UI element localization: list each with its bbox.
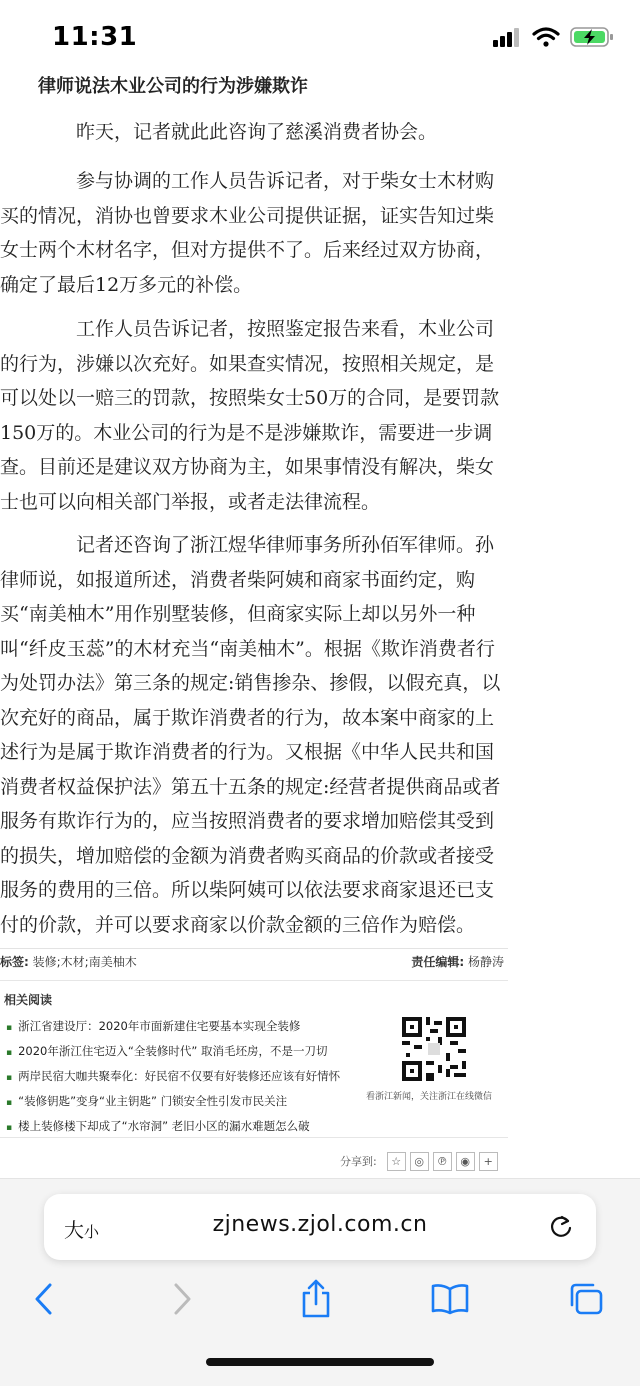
browser-bottom-bar (0, 1178, 640, 1386)
chevron-right-icon (171, 1282, 193, 1316)
forward-button[interactable] (162, 1277, 202, 1321)
tags-list[interactable]: 装修;木材;南美柚木 (32, 955, 137, 969)
plus-icon[interactable]: + (479, 1152, 498, 1171)
tag-line (0, 948, 508, 975)
article-subheading: 律师说法木业公司的行为涉嫌欺诈 (38, 76, 308, 97)
url-text[interactable]: zjnews.zjol.com.cn (212, 1212, 428, 1237)
text-size-button[interactable]: 大小 (64, 1218, 100, 1242)
related-link[interactable]: ▪ 楼上装修楼下却成了“水帘洞” 老旧小区的漏水难题怎么破 (6, 1115, 340, 1140)
share-row (340, 1150, 498, 1172)
related-title: 相关阅读 (4, 993, 53, 1007)
related-reading (0, 980, 508, 1138)
wifi-icon (532, 27, 560, 47)
status-bar (0, 0, 640, 72)
home-indicator (206, 1358, 434, 1366)
share-icon (299, 1279, 333, 1319)
status-time: 11:31 (52, 22, 138, 52)
browser-toolbar (0, 1277, 640, 1327)
book-icon (430, 1283, 470, 1315)
pinterest-icon[interactable]: ℗ (433, 1152, 452, 1171)
wechat-icon[interactable]: ◉ (456, 1152, 475, 1171)
related-link[interactable]: ▪ 浙江省建设厅：2020年市面新建住宅要基本实现全装修 (6, 1015, 340, 1040)
cellular-signal-icon (492, 27, 522, 47)
weibo-icon[interactable]: ◎ (410, 1152, 429, 1171)
chevron-left-icon (33, 1282, 55, 1316)
related-link[interactable]: ▪ 两岸民宿大咖共聚奉化：好民宿不仅要有好装修还应该有好情怀 (6, 1065, 340, 1090)
status-icons (492, 26, 614, 48)
qr-caption: 看浙江新闻，关注浙江在线微信 (366, 1092, 493, 1102)
article-paragraph: 参与协调的工作人员告诉记者，对于柴女士木材购买的情况，消协也曾要求木业公司提供证据，证实告知过柴女士两个木材名字，但对方提供不了。后来经过双方协商，确定了最后12万多元的补偿。 (0, 170, 495, 296)
tabs-button[interactable] (566, 1277, 606, 1321)
address-bar[interactable] (44, 1194, 596, 1260)
back-button[interactable] (24, 1277, 64, 1321)
share-label: 分享到: (340, 1155, 377, 1168)
share-button[interactable] (296, 1277, 336, 1321)
star-icon[interactable]: ☆ (387, 1152, 406, 1171)
related-link[interactable]: ▪ “装修钥匙”变身“业主钥匙” 门锁安全性引发市民关注 (6, 1090, 340, 1115)
related-link[interactable]: ▪ 2020年浙江住宅迈入“全装修时代” 取消毛坯房，不是一刀切 (6, 1040, 340, 1065)
article-paragraph: 工作人员告诉记者，按照鉴定报告来看，木业公司的行为，涉嫌以次充好。如果查实情况，按照相关规定，是可以处以一赔三的罚款，按照柴女士50万的合同，是要罚款150万的。木业公司的行为是不是涉嫌欺诈，需要进一步调查。目前还是建议双方协商为主，如果事情没有解决，柴女士也可以向相关部门举报，或者走法律流程。 (0, 318, 500, 513)
related-list (6, 1015, 340, 1140)
article-paragraph: 昨天，记者就此此咨询了慈溪消费者协会。 (76, 121, 438, 143)
tags-label: 标签: (0, 955, 29, 969)
reload-icon[interactable] (548, 1214, 574, 1240)
qr-code-icon (402, 1017, 466, 1081)
article-paragraph: 记者还咨询了浙江煜华律师事务所孙佰军律师。孙律师说，如报道所述，消费者柴阿姨和商家书面约定，购买“南美柚木”用作别墅装修，但商家实际上却以另外一种叫“纤皮玉蕊”的木材充当“南美柚木”。根据《欺诈消费者行为处罚办法》第三条的规定:销售掺杂、掺假，以假充真，以次充好的商品，属于欺诈消费者的行为，故本案中商家的上述行为是属于欺诈消费者的行为。又根据《中华人民共和国消费者权益保护法》第五十五条的规定:经营者提供商品或者服务有欺诈行为的，应当按照消费者的要求增加赔偿其受到的损失，增加赔偿的金额为消费者购买商品的价款或者接受服务的费用的三倍。所以柴阿姨可以依法要求商家退还已支付的价款，并可以要求商家以价款金额的三倍作为赔偿。 (0, 534, 501, 936)
battery-charging-icon (570, 26, 614, 48)
editor-name: 杨静涛 (467, 955, 504, 969)
bookmarks-button[interactable] (430, 1277, 470, 1321)
editor-label: 责任编辑: (411, 955, 465, 969)
tabs-icon (567, 1281, 605, 1317)
